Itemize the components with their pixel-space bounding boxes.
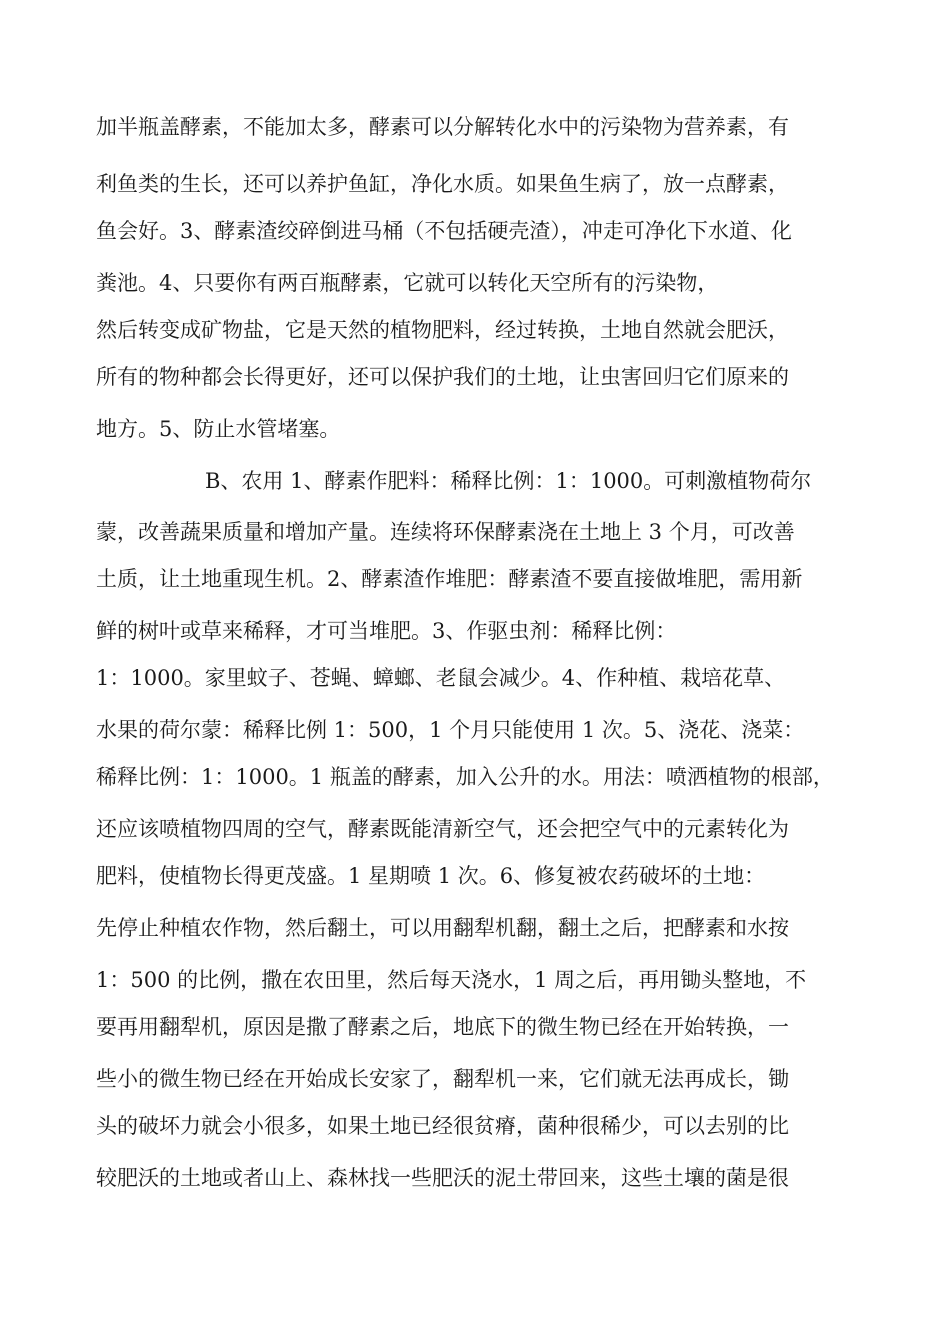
text-line: 1：500 的比例，撒在农田里，然后每天浇水，1 周之后，再用锄头整地，不 <box>96 968 807 992</box>
text-line: 鲜的树叶或草来稀释，才可当堆肥。3、作驱虫剂：稀释比例： <box>96 619 677 643</box>
section-heading-line: B、农用 1、酵素作肥料：稀释比例：1：1000。可刺激植物荷尔 <box>205 469 812 493</box>
text-line: 所有的物种都会长得更好，还可以保护我们的土地，让虫害回归它们原来的 <box>96 365 789 389</box>
text-line: 头的破坏力就会小很多，如果土地已经很贫瘠，菌种很稀少，可以去别的比 <box>96 1114 789 1138</box>
text-line: 地方。5、防止水管堵塞。 <box>96 417 341 441</box>
text-line: 加半瓶盖酵素，不能加太多，酵素可以分解转化水中的污染物为营养素，有 <box>96 115 789 139</box>
text-line: 鱼会好。3、酵素渣绞碎倒进马桶（不包括硬壳渣），冲走可净化下水道、化 <box>96 219 792 243</box>
text-line: 水果的荷尔蒙：稀释比例 1：500，1 个月只能使用 1 次。5、浇花、浇菜： <box>96 718 805 742</box>
text-line: 蒙，改善蔬果质量和增加产量。连续将环保酵素浇在土地上 3 个月，可改善 <box>96 520 795 544</box>
text-line: 土质，让土地重现生机。2、酵素渣作堆肥：酵素渣不要直接做堆肥，需用新 <box>96 567 803 591</box>
text-line: 先停止种植农作物，然后翻土，可以用翻犁机翻，翻土之后，把酵素和水按 <box>96 916 789 940</box>
text-line: 肥料，使植物长得更茂盛。1 星期喷 1 次。6、修复被农药破坏的土地： <box>96 864 766 888</box>
text-line: 要再用翻犁机，原因是撒了酵素之后，地底下的微生物已经在开始转换，一 <box>96 1015 789 1039</box>
text-line: 些小的微生物已经在开始成长安家了，翻犁机一来，它们就无法再成长，锄 <box>96 1067 789 1091</box>
text-line: 1：1000。家里蚊子、苍蝇、蟑螂、老鼠会减少。4、作种植、栽培花草、 <box>96 666 786 690</box>
text-line: 粪池。4、只要你有两百瓶酵素，它就可以转化天空所有的污染物， <box>96 271 719 295</box>
text-line: 然后转变成矿物盐，它是天然的植物肥料，经过转换，土地自然就会肥沃， <box>96 318 789 342</box>
text-line: 稀释比例：1：1000。1 瓶盖的酵素，加入公升的水。用法：喷洒植物的根部， <box>96 765 834 789</box>
text-line: 还应该喷植物四周的空气，酵素既能清新空气，还会把空气中的元素转化为 <box>96 817 789 841</box>
text-line: 较肥沃的土地或者山上、森林找一些肥沃的泥土带回来，这些土壤的菌是很 <box>96 1166 789 1190</box>
text-line: 利鱼类的生长，还可以养护鱼缸，净化水质。如果鱼生病了，放一点酵素， <box>96 172 789 196</box>
